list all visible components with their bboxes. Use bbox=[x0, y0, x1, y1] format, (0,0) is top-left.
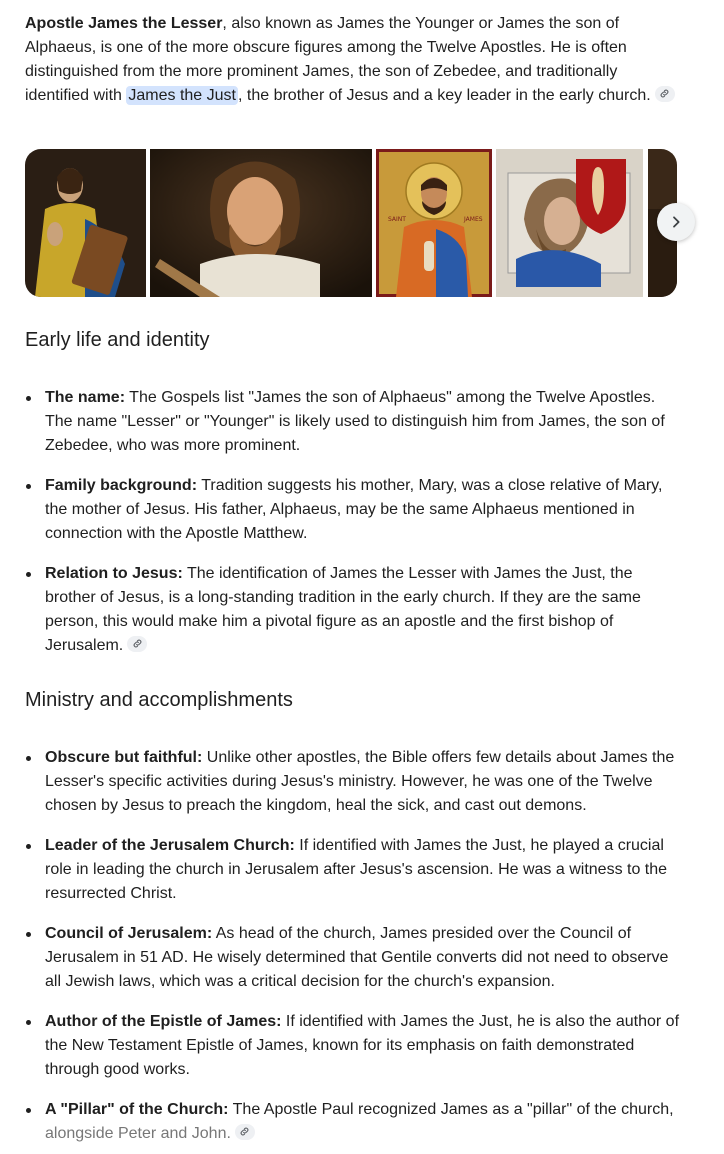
intro-subject: Apostle James the Lesser bbox=[25, 15, 223, 32]
ai-overview-content bbox=[25, 12, 685, 108]
list-item-term: Leader of the Jerusalem Church: bbox=[45, 837, 295, 854]
source-link-button[interactable] bbox=[235, 1124, 255, 1140]
el-greco-painting bbox=[25, 149, 146, 297]
list-item-term: The name: bbox=[45, 389, 126, 406]
list-item-text: The Apostle Paul recognized James as a "pillar" of the church, bbox=[228, 1101, 674, 1118]
source-link-button[interactable] bbox=[127, 636, 147, 652]
source-link-button[interactable] bbox=[655, 86, 675, 102]
list-item-text: The Gospels list "James the son of Alphaeus" among the Twelve Apostles. The name "Lesser" or "Younger" is likely used to distinguish him from James, the son of Zebedee, who was more prominent. bbox=[45, 389, 665, 454]
list-item-term: Family background: bbox=[45, 477, 198, 494]
list-item-term: Obscure but faithful: bbox=[45, 749, 203, 766]
list-item-term: A "Pillar" of the Church: bbox=[45, 1101, 229, 1118]
carousel-next-button[interactable] bbox=[657, 203, 695, 241]
image-carousel bbox=[25, 149, 677, 297]
chevron-right-icon bbox=[668, 214, 684, 230]
list-item-term: Council of Jerusalem: bbox=[45, 925, 213, 942]
profile-with-shield bbox=[496, 149, 643, 297]
intro-text-1: , also known as James the Younger or James the son of Alphaeus, is one of the more obscure figures among the Twelve Apostles. He is often distinguished from the more prominent James, the son of Zebedee, and traditionally identified with bbox=[25, 15, 627, 104]
list-item-term: Relation to Jesus: bbox=[45, 565, 183, 582]
link-icon bbox=[659, 88, 670, 99]
list-item-text: If identified with James the Just, he is also the author of the New Testament Epistle of James, known for its emphasis on faith demonstrated through good works. bbox=[45, 1013, 680, 1078]
list-item bbox=[25, 834, 685, 906]
gallery-image-3[interactable] bbox=[376, 149, 492, 297]
bearded-man-looking-up bbox=[150, 149, 372, 297]
icon-left-label: SAINT bbox=[388, 216, 406, 223]
link-icon bbox=[132, 638, 143, 649]
list-item bbox=[25, 474, 685, 546]
highlight-link-james-the-just[interactable]: James the Just bbox=[128, 87, 236, 104]
section-heading-early-life: Early life and identity bbox=[25, 329, 210, 351]
list-item-text: The identification of James the Lesser with James the Just, the brother of Jesus, is a long-standing tradition in the early church. If they are the same person, this would make him a pivotal figure as an apostle and the first bishop of Jerusalem. bbox=[45, 565, 641, 654]
icon-saint-james bbox=[376, 149, 492, 297]
list-item-text: If identified with James the Just, he played a crucial role in leading the church in Jerusalem after Jesus's ascension. He was a witness to the resurrected Christ. bbox=[45, 837, 668, 902]
gallery-image-4[interactable] bbox=[496, 149, 643, 297]
list-item-text: Tradition suggests his mother, Mary, was a close relative of Mary, the mother of Jesus. His father, Alphaeus, may be the same Alphaeus mentioned in connection with the Apostle Matthew. bbox=[45, 477, 663, 542]
list-item bbox=[25, 1010, 685, 1082]
list-item bbox=[25, 922, 685, 994]
ministry-list bbox=[25, 746, 685, 1146]
list-item bbox=[25, 1098, 685, 1146]
list-item-term: Author of the Epistle of James: bbox=[45, 1013, 282, 1030]
intro-paragraph bbox=[25, 12, 685, 108]
list-item bbox=[25, 386, 685, 458]
list-item-faded-text: alongside Peter and John. bbox=[45, 1125, 231, 1142]
section-heading-ministry: Ministry and accomplishments bbox=[25, 689, 293, 711]
gallery-image-2[interactable] bbox=[150, 149, 372, 297]
link-icon bbox=[239, 1126, 250, 1137]
early-life-list bbox=[25, 386, 685, 658]
intro-text-2: , the brother of Jesus and a key leader in the early church. bbox=[238, 87, 651, 104]
gallery-image-1[interactable] bbox=[25, 149, 146, 297]
list-item bbox=[25, 562, 685, 658]
list-item-text: As head of the church, James presided over the Council of Jerusalem in 51 AD. He wisely determined that Gentile converts did not need to observe all Jewish laws, which was a critical decision for the church's expansion. bbox=[45, 925, 669, 990]
icon-right-label: JAMES bbox=[464, 216, 483, 223]
list-item bbox=[25, 746, 685, 818]
list-item-text: Unlike other apostles, the Bible offers few details about James the Lesser's specific activities during Jesus's ministry. However, he was one of the Twelve chosen by Jesus to preach the kingdom, heal the sick, and cast out demons. bbox=[45, 749, 675, 814]
